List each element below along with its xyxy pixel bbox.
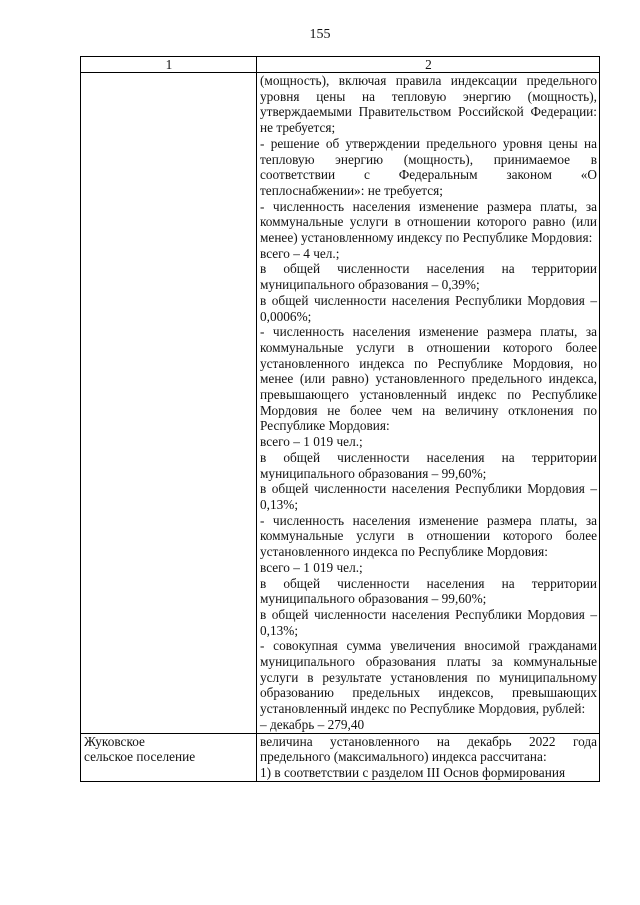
paragraph: в общей численности населения Республики Мордовия – 0,0006%; — [260, 292, 597, 324]
paragraph: в общей численности населения Республики Мордовия – 0,13%; — [260, 606, 597, 638]
row2-right-cell — [257, 733, 600, 781]
paragraph: - совокупная сумма увеличения вносимой гражданами муниципального образования платы за коммунальные услуги в результате установления по муниципальному образованию предельных индексов, превышающих установленный индекс по Республике Мордовия, рублей: — [260, 638, 597, 717]
paragraph: - численность населения изменение размера платы, за коммунальные услуги в отношении которого более установленного индекса по Республике Мордовия, но менее (или равно) установленного предельного индекса, превышающего установленный индекс по Республике Мордовия не более чем на величину отклонения по Республике Мордовия: — [260, 324, 597, 434]
row1-right-cell — [257, 73, 600, 734]
table-row — [81, 733, 600, 781]
settlement-name-line: Жуковское — [84, 733, 145, 749]
row1-left-cell — [81, 73, 257, 734]
paragraph: в общей численности населения на территории муниципального образования – 0,39%; — [260, 261, 597, 293]
paragraph: в общей численности населения на территории муниципального образования – 99,60%; — [260, 575, 597, 607]
column-header-1: 1 — [81, 57, 257, 73]
paragraph: всего – 4 чел.; — [260, 245, 340, 261]
paragraph: 1) в соответствии с разделом III Основ формирования — [260, 764, 566, 780]
paragraph: в общей численности населения на территории муниципального образования – 99,60%; — [260, 449, 597, 481]
paragraph: - решение об утверждении предельного уровня цены на тепловую энергию (мощность), принимаемое в соответствии с Федеральным законом «О теплоснабжении»: не требуется; — [260, 135, 597, 198]
paragraph: величина установленного на декабрь 2022 года предельного (максимального) индекса рассчитана: — [260, 733, 597, 765]
paragraph: - численность населения изменение размера платы, за коммунальные услуги в отношении которого равно (или менее) установленному индексу по Республике Мордовия: — [260, 198, 597, 246]
page-number: 155 — [309, 27, 331, 42]
table-header-row — [81, 57, 600, 73]
table-row — [81, 73, 600, 734]
paragraph: - численность населения изменение размера платы, за коммунальные услуги в отношении которого более установленного индекса по Республике Мордовия: — [260, 512, 597, 560]
paragraph: (мощность), включая правила индексации предельного уровня цены на тепловую энергию (мощность), утверждаемыми Правительством Российской Федерации: не требуется; — [260, 73, 597, 136]
paragraph: – декабрь – 279,40 — [260, 716, 365, 732]
settlement-name-line: сельское поселение — [84, 749, 196, 765]
paragraph: всего – 1 019 чел.; — [260, 559, 363, 575]
row2-left-cell — [81, 733, 257, 781]
column-header-2: 2 — [257, 57, 600, 73]
document-table — [80, 56, 600, 782]
paragraph: в общей численности населения Республики Мордовия – 0,13%; — [260, 481, 597, 512]
paragraph: всего – 1 019 чел.; — [260, 434, 363, 450]
